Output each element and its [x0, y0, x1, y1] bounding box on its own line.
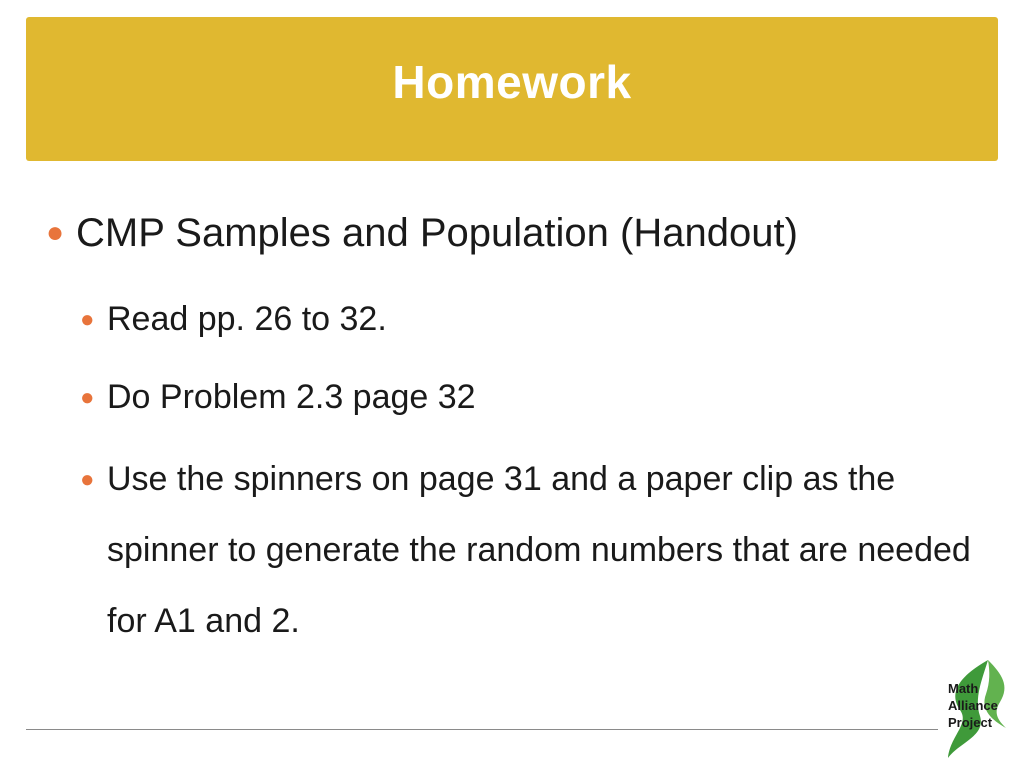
logo-text [948, 680, 998, 731]
bullet-sub-3 [80, 444, 990, 657]
bullet-sub-text: Do Problem 2.3 page 32 [107, 378, 476, 416]
logo-line-alliance: Alliance [948, 698, 998, 713]
bullet-sub-2 [80, 362, 990, 433]
bullet-sub-text: Read pp. 26 to 32. [107, 300, 387, 338]
bullet-sub-1 [80, 284, 990, 355]
slide-title: Homework [392, 56, 632, 108]
bullet-dot-icon: ● [80, 466, 95, 493]
bullet-dot-icon: ● [46, 216, 65, 249]
logo-line-project: Project [948, 715, 993, 730]
bullet-main-text: CMP Samples and Population (Handout) [76, 211, 798, 255]
bullet-dot-icon: ● [80, 384, 95, 411]
bullet-main [46, 205, 798, 261]
logo-line-math: Math [948, 681, 979, 696]
bullet-sub-text: Use the spinners on page 31 and a paper clip as the spinner to generate the random numbers that are needed for A1 and 2. [107, 460, 971, 640]
footer-divider [26, 729, 938, 730]
bullet-dot-icon: ● [80, 306, 95, 333]
